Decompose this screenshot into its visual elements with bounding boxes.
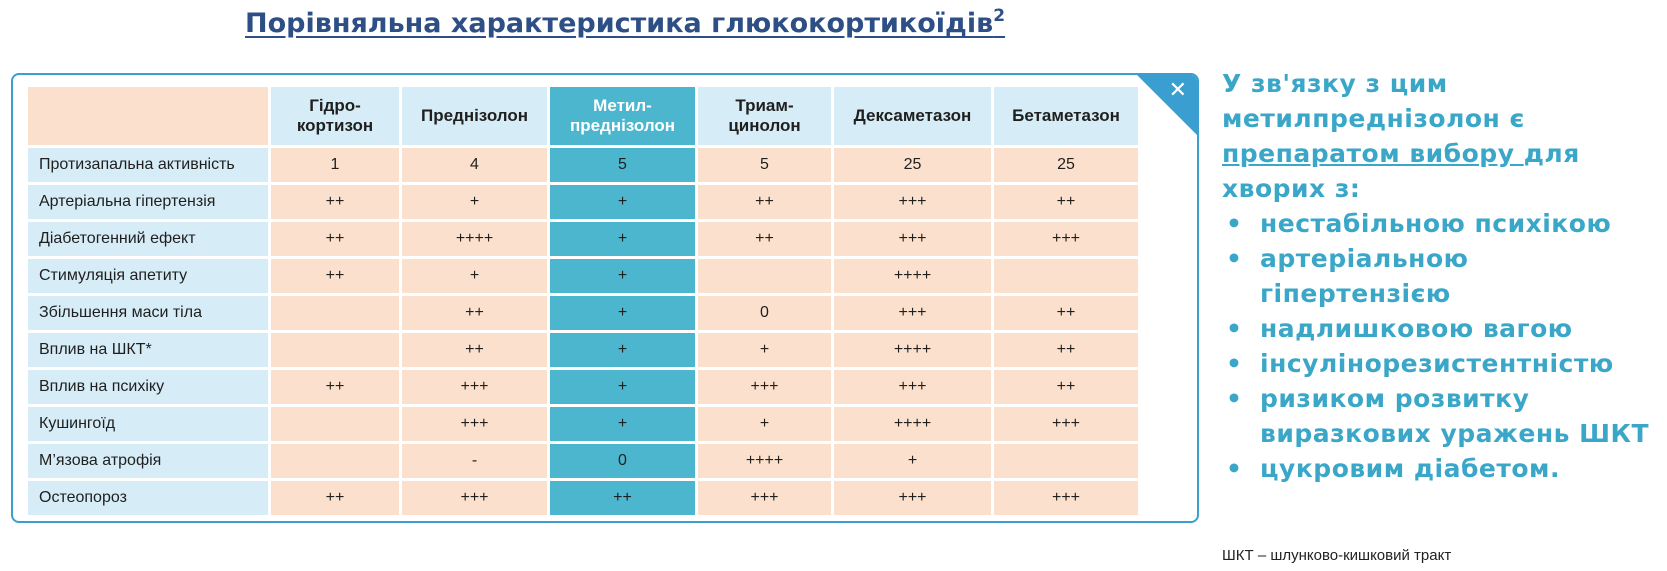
table-row <box>28 296 1138 330</box>
table-cell: ++++ <box>698 444 831 478</box>
title-footnote-mark: 2 <box>993 6 1006 26</box>
list-item: • ризиком розвитку виразкових уражень ШКТ <box>1222 381 1662 451</box>
row-label: Стимуляція апетиту <box>28 259 268 293</box>
row-label: М’язова атрофія <box>28 444 268 478</box>
table-cell: 5 <box>698 148 831 182</box>
column-header-betamethasone <box>994 87 1138 145</box>
table-cell: +++ <box>834 296 991 330</box>
table-cell: ++ <box>271 259 399 293</box>
row-label: Кушингоїд <box>28 407 268 441</box>
table-cell: +++ <box>402 407 547 441</box>
table-cell: 1 <box>271 148 399 182</box>
list-item: • нестабільною психікою <box>1222 206 1662 241</box>
table-cell: +++ <box>834 185 991 219</box>
table-row <box>28 148 1138 182</box>
table-cell: ++ <box>994 296 1138 330</box>
table-cell: +++ <box>834 222 991 256</box>
list-item: • надлишковою вагою <box>1222 311 1662 346</box>
table-cell: + <box>550 370 695 404</box>
row-label: Діабетогенний ефект <box>28 222 268 256</box>
table-cell: + <box>834 444 991 478</box>
list-item: • цукровим діабетом. <box>1222 451 1662 486</box>
table-cell: 25 <box>834 148 991 182</box>
column-header-line: Триам- <box>735 96 794 115</box>
table-row <box>28 370 1138 404</box>
table-cell: 5 <box>550 148 695 182</box>
table-cell: + <box>402 185 547 219</box>
table-cell: +++ <box>834 481 991 515</box>
table-cell: ++ <box>402 296 547 330</box>
column-header-line: преднізолон <box>569 116 676 135</box>
table-cell: ++ <box>271 222 399 256</box>
table-cell: +++ <box>698 370 831 404</box>
table-cell: ++ <box>994 185 1138 219</box>
row-label: Збільшення маси тіла <box>28 296 268 330</box>
patient-group-list <box>1222 206 1662 486</box>
table-cell: + <box>550 407 695 441</box>
table-row <box>28 481 1138 515</box>
table-header-row <box>28 87 1138 145</box>
table-cell: + <box>550 185 695 219</box>
table-cell: 0 <box>550 444 695 478</box>
list-item: • артеріальною гіпертензією <box>1222 241 1662 311</box>
title-text: Порівняльна характеристика глюкокортикоїдів <box>245 8 994 39</box>
table-cell: ++++ <box>402 222 547 256</box>
column-header-line: Бетаметазон <box>1012 106 1120 125</box>
table-cell: ++ <box>698 222 831 256</box>
table-body <box>28 148 1138 515</box>
table-cell: ++ <box>271 185 399 219</box>
table-cell: +++ <box>402 370 547 404</box>
column-header-hydrocortisone <box>271 87 399 145</box>
table-cell: ++ <box>402 333 547 367</box>
table-cell: +++ <box>994 481 1138 515</box>
comparison-table <box>25 84 1141 518</box>
conclusion-text <box>1222 66 1662 486</box>
column-header-line: Метил- <box>593 96 652 115</box>
conclusion-intro-text: для хворих з: <box>1222 139 1580 203</box>
table-cell <box>271 444 399 478</box>
list-item: • інсулінорезистентністю <box>1222 346 1662 381</box>
page-title <box>245 8 1005 39</box>
table-row <box>28 259 1138 293</box>
column-header-line: Дексаметазон <box>853 106 972 125</box>
table-cell <box>271 333 399 367</box>
table-cell <box>271 407 399 441</box>
footnote: ШКТ – шлунково-кишковий тракт <box>1222 547 1452 564</box>
column-header-line: Гідро- <box>309 96 361 115</box>
table-row <box>28 222 1138 256</box>
table-cell: + <box>698 407 831 441</box>
table-row <box>28 185 1138 219</box>
table-cell: + <box>550 259 695 293</box>
table-cell: + <box>550 333 695 367</box>
table-cell <box>994 444 1138 478</box>
table-corner-cell <box>28 87 268 145</box>
column-header-methylprednisolone <box>550 87 695 145</box>
table-cell: - <box>402 444 547 478</box>
row-label: Протизапальна активність <box>28 148 268 182</box>
comparison-table-card <box>11 73 1199 523</box>
column-header-line: кортизон <box>296 116 374 135</box>
close-corner[interactable] <box>1135 73 1199 137</box>
close-icon[interactable]: ✕ <box>1168 78 1187 103</box>
table-cell: +++ <box>994 222 1138 256</box>
table-row <box>28 407 1138 441</box>
table-cell <box>698 259 831 293</box>
table-cell: +++ <box>402 481 547 515</box>
table-cell: +++ <box>834 370 991 404</box>
column-header-prednisolone <box>402 87 547 145</box>
conclusion-intro-underlined: препаратом вибору <box>1222 139 1524 168</box>
table-cell: +++ <box>698 481 831 515</box>
column-header-line: Преднізолон <box>420 106 529 125</box>
table-cell: 0 <box>698 296 831 330</box>
table-cell <box>271 296 399 330</box>
table-cell: + <box>550 296 695 330</box>
row-label: Вплив на ШКТ* <box>28 333 268 367</box>
table-cell: ++++ <box>834 407 991 441</box>
row-label: Артеріальна гіпертензія <box>28 185 268 219</box>
table-row <box>28 444 1138 478</box>
table-cell: + <box>402 259 547 293</box>
table-cell <box>994 259 1138 293</box>
conclusion-intro-text: У зв'язку з цим метилпреднізолон є <box>1222 69 1525 133</box>
table-cell: + <box>550 222 695 256</box>
column-header-dexamethasone <box>834 87 991 145</box>
table-cell: + <box>698 333 831 367</box>
table-cell: ++ <box>271 370 399 404</box>
column-header-triamcinolone <box>698 87 831 145</box>
table-cell: ++ <box>550 481 695 515</box>
row-label: Вплив на психіку <box>28 370 268 404</box>
row-label: Остеопороз <box>28 481 268 515</box>
conclusion-intro <box>1222 66 1662 206</box>
table-cell: ++++ <box>834 333 991 367</box>
table-row <box>28 333 1138 367</box>
table-cell: ++ <box>698 185 831 219</box>
table-cell: ++++ <box>834 259 991 293</box>
table-cell: ++ <box>994 370 1138 404</box>
table-cell: 4 <box>402 148 547 182</box>
table-cell: 25 <box>994 148 1138 182</box>
table-cell: +++ <box>994 407 1138 441</box>
table-cell: ++ <box>994 333 1138 367</box>
column-header-line: цинолон <box>728 116 801 135</box>
table-cell: ++ <box>271 481 399 515</box>
